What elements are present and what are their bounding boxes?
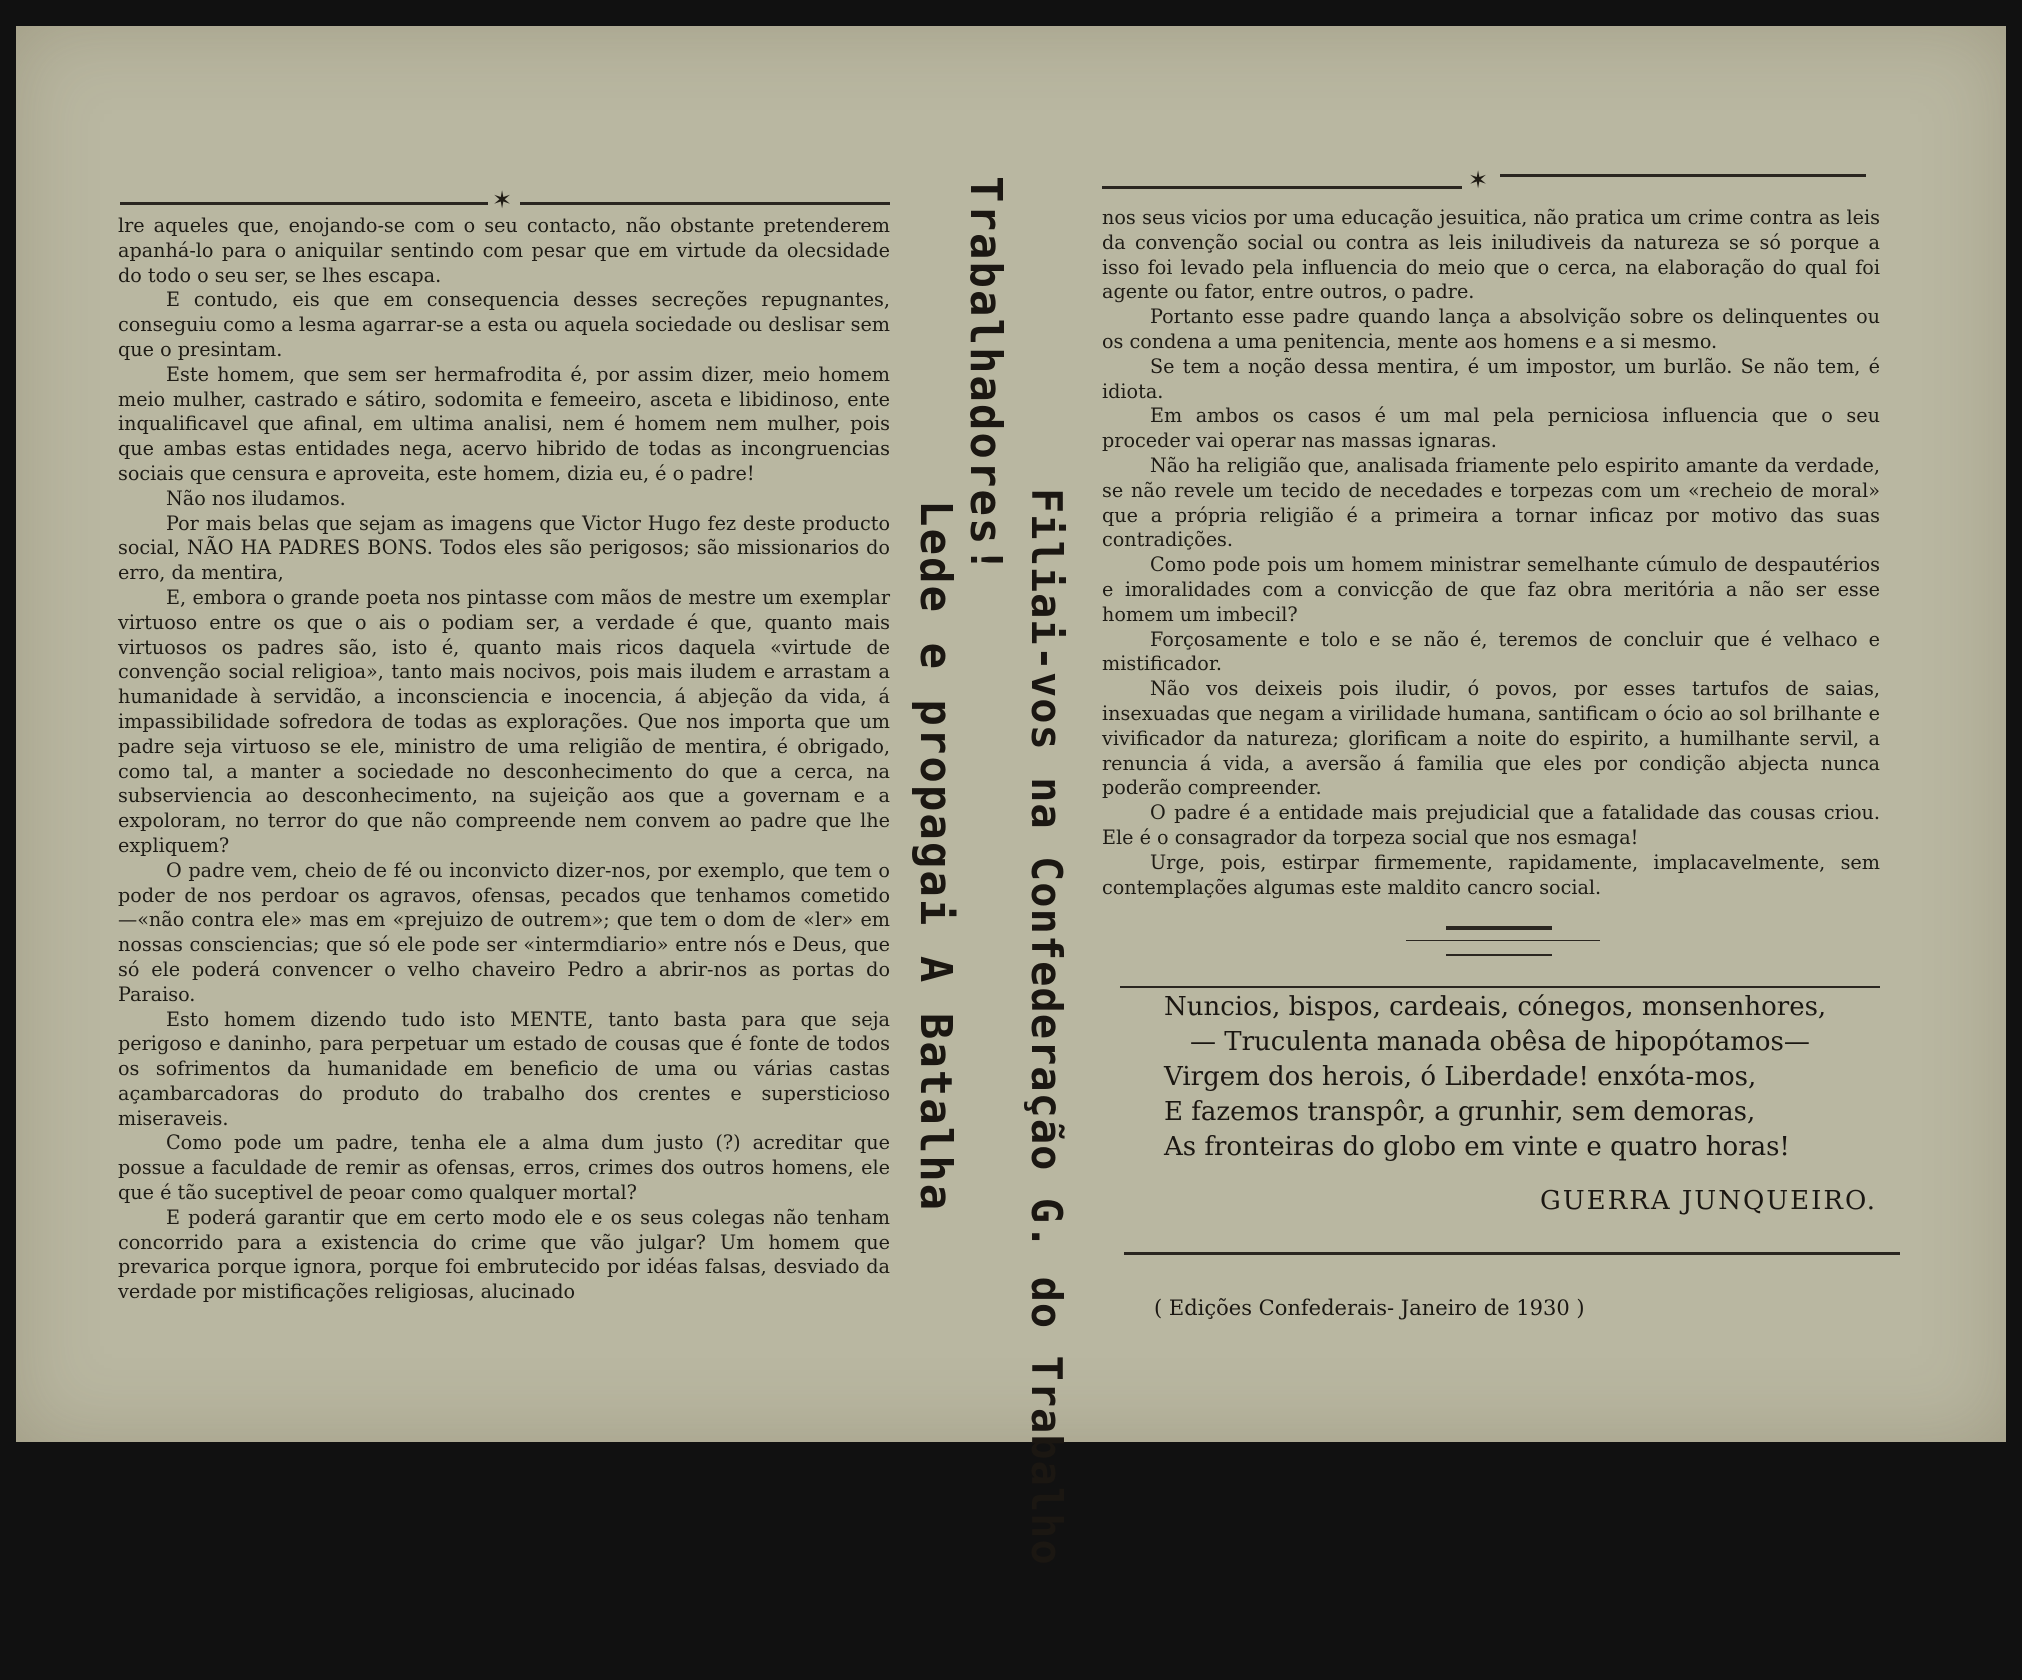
left-rule-star-icon: ✶ [492,186,513,214]
poem-line: Virgem dos herois, ó Liberdade! enxóta-mos, [1164,1062,1757,1092]
right-top-rule-2 [1500,174,1866,177]
right-paragraph: Em ambos os casos é um mal pela perniciosa influencia que o seu proceder vai operar nas massas ignaras. [1102,404,1880,453]
left-paragraph: Não nos iludamos. [166,486,346,510]
left-paragraph: O padre vem, cheio de fé ou inconvicto dizer-nos, por exemplo, que tem o poder de nos perdoar os agravos, ofensas, pecados que tenhamos cometido —«não contra ele» mas em «prejuizo de outrem»; que tem o dom de «ler» em nossas consciencias; que só ele pode ser «intermdiario» entre nós e Deus, que só ele poderá convencer o velho chaveiro Pedro a abrir-nos as portas do Paraiso. [118,858,890,1006]
left-text-column [118,214,890,1305]
poem-ornament-bottom [1446,954,1552,956]
banner-trabalhadores: Trabalhadores! [960,176,1011,575]
poem-ornament-top [1446,926,1552,930]
banner-lede-e-propagai: Lede e propagai A Batalha [910,500,961,1213]
left-paragraph: Este homem, que sem ser hermafrodita é, por assim dizer, meio homem meio mulher, castrado e sátiro, sodomita e femeeiro, asceta e libidinoso, ente inqualificavel que afinal, em ultima analisi, nem é homem nem mulher, pois que ambas estas entidades nega, acervo hibrido de todas as incongruencias sociais que censura e aproveita, este homem, dizia eu, é o padre! [118,362,890,485]
left-paragraph: Esto homem dizendo tudo isto MENTE, tanto basta para que seja perigoso e daninho, para perpetuar um estado de cousas que é fonte de todos os sofrimentos da humanidade em beneficio de uma ou várias castas açambarcadoras do produto do trabalho dos crentes e supersticioso miseraveis. [118,1007,890,1130]
poem-line: As fronteiras do globo em vinte e quatro horas! [1164,1132,1790,1162]
right-paragraph: O padre é a entidade mais prejudicial que a fatalidade das cousas criou. Ele é o consagrador da torpeza social que nos esmaga! [1102,801,1880,849]
left-paragraph: lre aqueles que, enojando-se com o seu contacto, não obstante pretenderem apanhá-lo para o aniquilar sentindo com pesar que em virtude da olecsidade do todo o seu ser, se lhes escapa. [118,214,890,287]
left-top-rule [120,202,488,205]
left-paragraph: Como pode um padre, tenha ele a alma dum justo (?) acreditar que possue a faculdade de remir as ofensas, erros, crimes dos outros homens, ele que é tão suceptivel de peoar como qualquer mortal? [118,1131,890,1205]
right-text-column [1102,206,1880,900]
left-paragraph: E, embora o grande poeta nos pintasse com mãos de mestre um exemplar virtuoso entre os que o ais o podiam ser, a verdade é que, quanto mais virtuosos os padres são, isto é, quanto mais ricos daquela «virtude de convenção social religioa», tanto mais nocivos, pois mais iludem e arrastam a humanidade à servidão, a inconsciencia e inocencia, á abjeção da vida, á impassibilidade sofredora de todas as explorações. Que nos importa que um padre seja virtuoso se ele, ministro de uma religião de mentira, é obrigado, como tal, a manter a sociedade no desconhecimento do que a cerca, na subserviencia ao desconhecimento, na sujeição aos que a governam e a expoloram, no terror do que não compreende nem convem ao padre que lhe expliquem? [118,585,890,857]
footer-rule [1124,1252,1900,1255]
right-paragraph: Não vos deixeis pois iludir, ó povos, por esses tartufos de saias, insexuadas que negam a virilidade humana, santificam o ócio ao sol brilhante e vivificador da natureza; glorificam a noite do espirito, a humilhante servil, a renuncia á vida, a aversão á familia que eles por condição abjecta nunca poderão compreender. [1102,677,1880,800]
poem-author: GUERRA JUNQUEIRO. [1540,1186,1878,1216]
right-paragraph: nos seus vicios por uma educação jesuitica, não pratica um crime contra as leis da convenção social ou contra as leis iniludiveis da natureza se só porque a isso foi levado pela influencia do meio que o cerca, na elaboração do qual foi agente ou fator, entre outros, o padre. [1102,206,1880,304]
left-top-rule-2 [520,202,890,205]
left-paragraph: E contudo, eis que em consequencia desses secreções repugnantes, conseguiu como a lesma agarrar-se a esta ou aquela sociedade ou deslisar sem que o presintam. [118,288,890,361]
poem-separator-rule [1120,986,1880,988]
right-top-rule [1102,186,1462,189]
right-paragraph: Urge, pois, estirpar firmemente, rapidamente, implacavelmente, sem contemplações algumas este maldito cancro social. [1102,850,1880,899]
banner-confederacao: Filiai-vos na Confederação G. do Trabalho [1022,488,1071,1566]
poem-line: — Truculenta manada obêsa de hipopótamos— [1190,1027,1810,1057]
right-rule-star-icon: ✶ [1468,166,1489,194]
right-paragraph: Portanto esse padre quando lança a absolvição sobre os delinquentes ou os condena a uma penitencia, mente aos homens e a si mesmo. [1102,305,1880,353]
right-paragraph: Como pode pois um homem ministrar semelhante cúmulo de despautérios e imoralidades com a convicção de que faz obra meritória a não ser esse homem um imbecil? [1102,553,1880,626]
poem-line: Nuncios, bispos, cardeais, cónegos, monsenhores, [1164,992,1827,1022]
poem-block [1164,990,1904,1165]
poem-line: E fazemos transpôr, a grunhir, sem demoras, [1164,1097,1756,1127]
right-paragraph: Não ha religião que, analisada friamente pelo espirito amante da verdade, se não revele um tecido de necedades e torpezas com um «recheio de moral» que a própria religião é a primeira a tornar inficaz por motivo das suas contradições. [1102,453,1880,552]
right-paragraph: Forçosamente e tolo e se não é, teremos de concluir que é velhaco e mistificador. [1102,627,1880,676]
left-paragraph: Por mais belas que sejam as imagens que Victor Hugo fez deste producto social, NÃO HA PADRES BONS. Todos eles são perigosos; são missionarios do erro, da mentira, [118,511,890,585]
left-paragraph: E poderá garantir que em certo modo ele e os seus colegas não tenham concorrido para a existencia do crime que vão julgar? Um homem que prevarica porque ignora, porque foi embrutecido por idéas falsas, desviado da verdade por mistificações religiosas, alucinado [118,1205,890,1304]
poem-ornament-mid [1406,940,1600,941]
right-paragraph: Se tem a noção dessa mentira, é um impostor, um burlão. Se não tem, é idiota. [1102,354,1880,403]
edition-note: ( Edições Confederais- Janeiro de 1930 ) [1154,1296,1585,1320]
